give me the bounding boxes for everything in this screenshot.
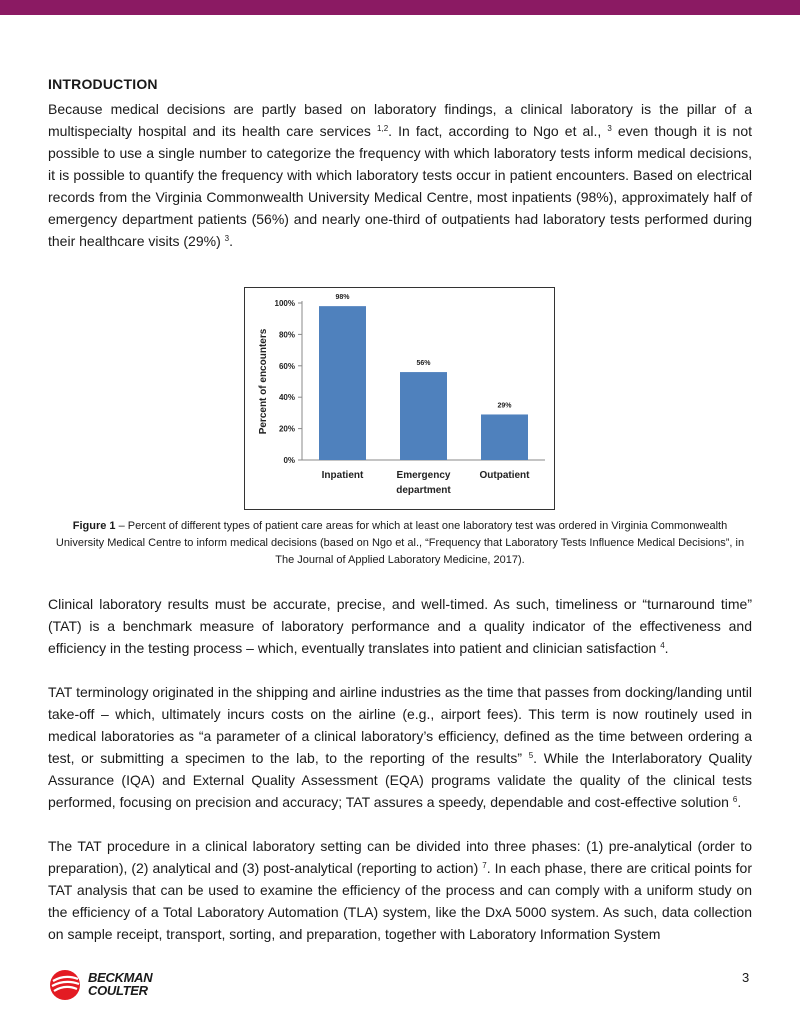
data-label: 98% [335, 294, 350, 302]
y-tick-label: 0% [283, 456, 295, 465]
citation: 5 [528, 751, 534, 760]
figure-caption [48, 518, 752, 569]
citation: 6 [732, 795, 738, 804]
citation: 1,2 [377, 124, 389, 133]
y-tick-label: 60% [278, 361, 295, 371]
x-tick-label: department [396, 485, 451, 496]
y-axis-label: Percent of encounters [258, 328, 269, 435]
bar-1 [319, 306, 366, 460]
text: . [664, 640, 669, 656]
text: . In fact, according to Ngo et al., [388, 123, 608, 139]
text: even though it is not possible to use a single number to categorize the frequency with which laboratory tests inform medical decisions, it is possible to quantify the frequency with which laboratory tests occur in patient encounters. Based on electrical records from the Virginia Commonwealth University Medical Centre, most inpatients (98%), approximately half of emergency department patients (56%) and nearly one-third of outpatients had laboratory tests performed during their healthcare visits (29%) [48, 123, 752, 249]
y-tick-label: 100% [274, 299, 295, 308]
citation: 4 [660, 641, 665, 650]
x-tick-label: Inpatient [321, 470, 364, 481]
bar-2 [400, 372, 447, 460]
y-tick-label: 80% [278, 330, 295, 340]
data-label: 29% [497, 402, 512, 410]
text: . [229, 233, 233, 249]
citation: 3 [607, 124, 612, 133]
introduction-section [48, 76, 752, 252]
logo-mark-icon [48, 968, 84, 1002]
text: Because medical decisions are partly based on laboratory findings, a clinical laboratory is the pillar of a multispecialty hospital and its health care services [48, 101, 752, 139]
figure-label: Figure 1 [72, 520, 116, 532]
text: Clinical laboratory results must be accurate, precise, and well-timed. As such, timeliness or “turnaround time” (TAT) is a benchmark measure of laboratory performance and a quality indicator of the effectiveness and efficiency in the testing process – which, eventually translates into patient and clinician satisfaction [48, 596, 752, 656]
text: . In each phase, there are critical points for TAT analysis that can be used to examine the efficiency of the process and can comply with a uniform study on the efficiency of a Total Laboratory Automation (TLA) system, like the DxA 5000 system. As such, data collection on sample receipt, transport, sorting, and preparation, together with Laboratory Information System [48, 860, 753, 942]
paragraph-3 [48, 681, 752, 813]
x-tick-label: Outpatient [479, 470, 530, 481]
figure-1-chart [244, 287, 555, 510]
logo-line-2: COULTER [88, 983, 148, 998]
citation: 3 [224, 234, 230, 243]
citation: 7 [482, 861, 487, 870]
beckman-coulter-logo [48, 968, 168, 1002]
y-tick-label: 20% [278, 424, 295, 434]
bar-chart [245, 288, 554, 509]
x-tick-label: Emergency [396, 470, 451, 481]
top-color-bar [0, 0, 800, 15]
bar-3 [481, 414, 528, 460]
caption-text: – Percent of different types of patient care areas for which at least one laboratory test was ordered in Virginia Commonwealth University Medical Centre to inform medical decisions (based on Ngo et al., “Frequency that Laboratory Tests Influence Medical Decisions”, in The Journal of Applied Laboratory Medicine, 2017). [55, 520, 745, 566]
section-heading: INTRODUCTION [48, 76, 158, 92]
data-label: 56% [416, 360, 431, 368]
text: . While the Interlaboratory Quality Assurance (IQA) and External Quality Assessment (EQA) programs validate the quality of the clinical tests performed, focusing on precision and accuracy; TAT assures a speedy, dependable and cost-effective solution [48, 750, 752, 810]
logo-wordmark [88, 971, 152, 997]
intro-paragraph [48, 98, 752, 252]
text: TAT terminology originated in the shipping and airline industries as the time that passes from docking/landing until take-off – which, ultimately incurs costs on the airline (e.g., airport fees). This term is now routinely used in medical laboratories as “a parameter of a clinical laboratory’s efficiency, defined as the time between ordering a test, or submitting a specimen to the lab, to the reporting of the results” [48, 684, 752, 766]
logo-line-1: BECKMAN [88, 970, 153, 985]
text: The TAT procedure in a clinical laboratory setting can be divided into three phases: (1) pre-analytical (order to preparation), (2) analytical and (3) post-analytical (reporting to action) [48, 838, 752, 876]
text: . [737, 794, 742, 810]
paragraph-2 [48, 593, 752, 659]
paragraph-4 [48, 835, 752, 945]
y-tick-label: 40% [278, 393, 295, 403]
page-number: 3 [742, 970, 750, 985]
